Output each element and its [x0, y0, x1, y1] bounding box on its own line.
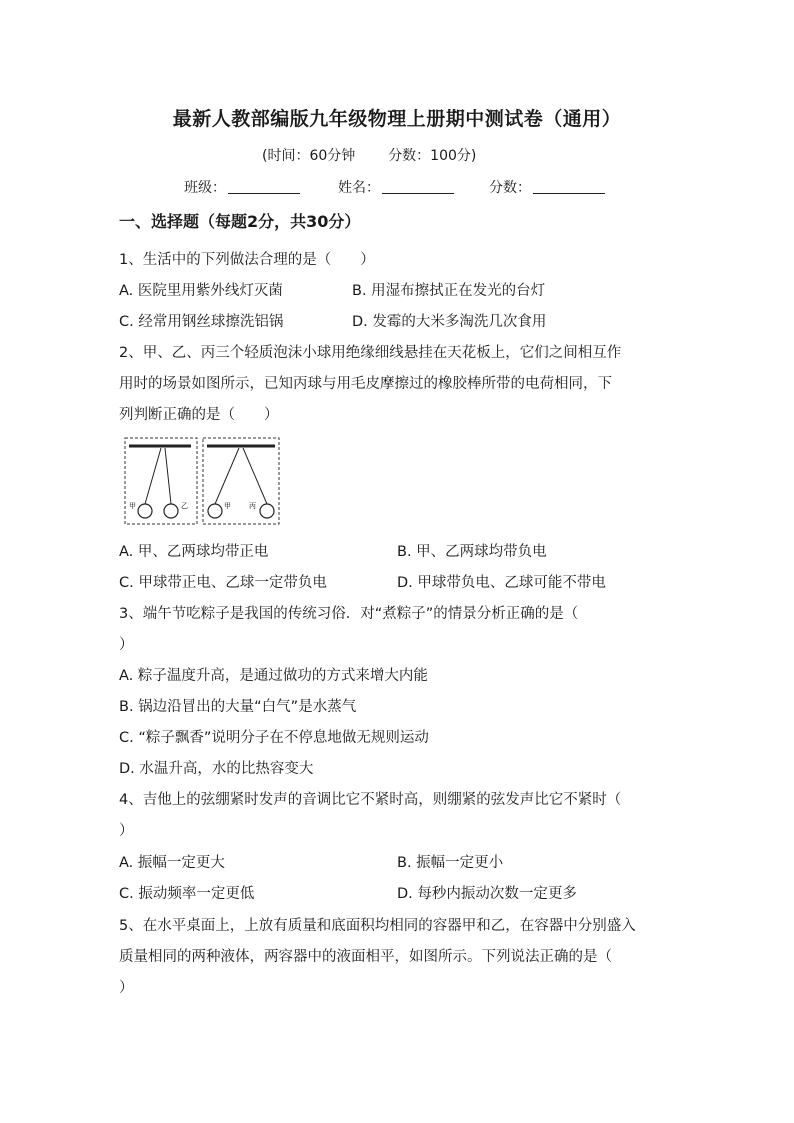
left-frame — [125, 438, 197, 524]
class-label: 班级： — [184, 180, 226, 196]
label-yi: 乙 — [181, 502, 188, 510]
ball-bing — [260, 504, 274, 518]
exam-total-score: 分数：100分) — [388, 148, 477, 164]
label-bing: 丙 — [249, 502, 256, 510]
left-string-jia — [145, 448, 161, 504]
q3-option-a: A. 粽子温度升高，是通过做功的方式来增大内能 — [119, 668, 428, 684]
q5-stem-line2: 质量相同的两种液体，两容器中的液面相平，如图所示。下列说法正确的是（ — [119, 949, 612, 965]
q2-stem-line1: 2、甲、乙、丙三个轻质泡沫小球用绝缘细线悬挂在天花板上，它们之间相互作 — [119, 345, 622, 361]
name-label: 姓名： — [338, 180, 380, 196]
right-string-jia — [215, 448, 239, 504]
pendulum-figure — [123, 436, 283, 528]
score-label: 分数： — [489, 180, 531, 196]
q2-stem-line2: 用时的场景如图所示，已知丙球与用毛皮摩擦过的橡胶棒所带的电荷相同，下 — [119, 376, 612, 392]
q1-option-c: C. 经常用钢丝球擦洗铝锅 — [119, 314, 284, 330]
q3-stem-line2: ） — [119, 637, 134, 653]
q5-stem-line3: ） — [119, 980, 134, 996]
class-field — [184, 177, 300, 197]
q2-stem-line3: 列判断正确的是（ ） — [119, 407, 279, 423]
q4-option-a: A. 振幅一定更大 — [119, 855, 225, 871]
q4-option-b: B. 振幅一定更小 — [397, 855, 504, 871]
ball-jia-right — [208, 504, 222, 518]
q3-stem-line1: 3、端午节吃粽子是我国的传统习俗．对“煮粽子”的情景分析正确的是（ — [119, 606, 579, 622]
exam-time: (时间：60分钟 — [262, 148, 356, 164]
q2-option-b: B. 甲、乙两球均带负电 — [397, 544, 547, 560]
q2-option-d: D. 甲球带负电、乙球可能不带电 — [397, 575, 606, 591]
left-string-yi — [165, 448, 171, 504]
exam-title: 最新人教部编版九年级物理上册期中测试卷（通用） — [172, 108, 622, 130]
section-heading: 一、选择题（每题2分，共30分） — [119, 212, 361, 231]
q3-option-b: B. 锅边沿冒出的大量“白气”是水蒸气 — [119, 699, 357, 715]
ball-jia-left — [138, 504, 152, 518]
class-blank — [228, 179, 300, 194]
q1-option-d: D. 发霉的大米多淘洗几次食用 — [352, 314, 547, 330]
q4-option-d: D. 每秒内振动次数一定更多 — [397, 886, 577, 902]
q2-option-a: A. 甲、乙两球均带正电 — [119, 544, 269, 560]
q2-option-c: C. 甲球带正电、乙球一定带负电 — [119, 575, 327, 591]
score-blank — [533, 179, 605, 194]
q1-option-a: A. 医院里用紫外线灯灭菌 — [119, 283, 283, 299]
label-jia-right: 甲 — [224, 502, 231, 510]
name-blank — [382, 179, 454, 194]
q3-option-d: D. 水温升高，水的比热容变大 — [119, 761, 314, 777]
name-field — [338, 177, 454, 197]
ball-yi — [164, 504, 178, 518]
label-jia-left: 甲 — [129, 502, 136, 510]
q4-stem-line2: ） — [119, 823, 134, 839]
q1-option-b: B. 用湿布擦拭正在发光的台灯 — [352, 283, 546, 299]
q1-stem: 1、生活中的下列做法合理的是（ ） — [119, 252, 375, 268]
q5-stem-line1: 5、在水平桌面上，上放有质量和底面积均相同的容器甲和乙，在容器中分别盛入 — [119, 918, 636, 934]
q3-option-c: C. “粽子飘香”说明分子在不停息地做无规则运动 — [119, 730, 429, 746]
q4-option-c: C. 振动频率一定更低 — [119, 886, 255, 902]
right-string-bing — [243, 448, 267, 504]
score-field — [489, 177, 605, 197]
exam-meta — [262, 145, 476, 165]
q4-stem-line1: 4、吉他上的弦绷紧时发声的音调比它不紧时高，则绷紧的弦发声比它不紧时（ — [119, 792, 622, 808]
